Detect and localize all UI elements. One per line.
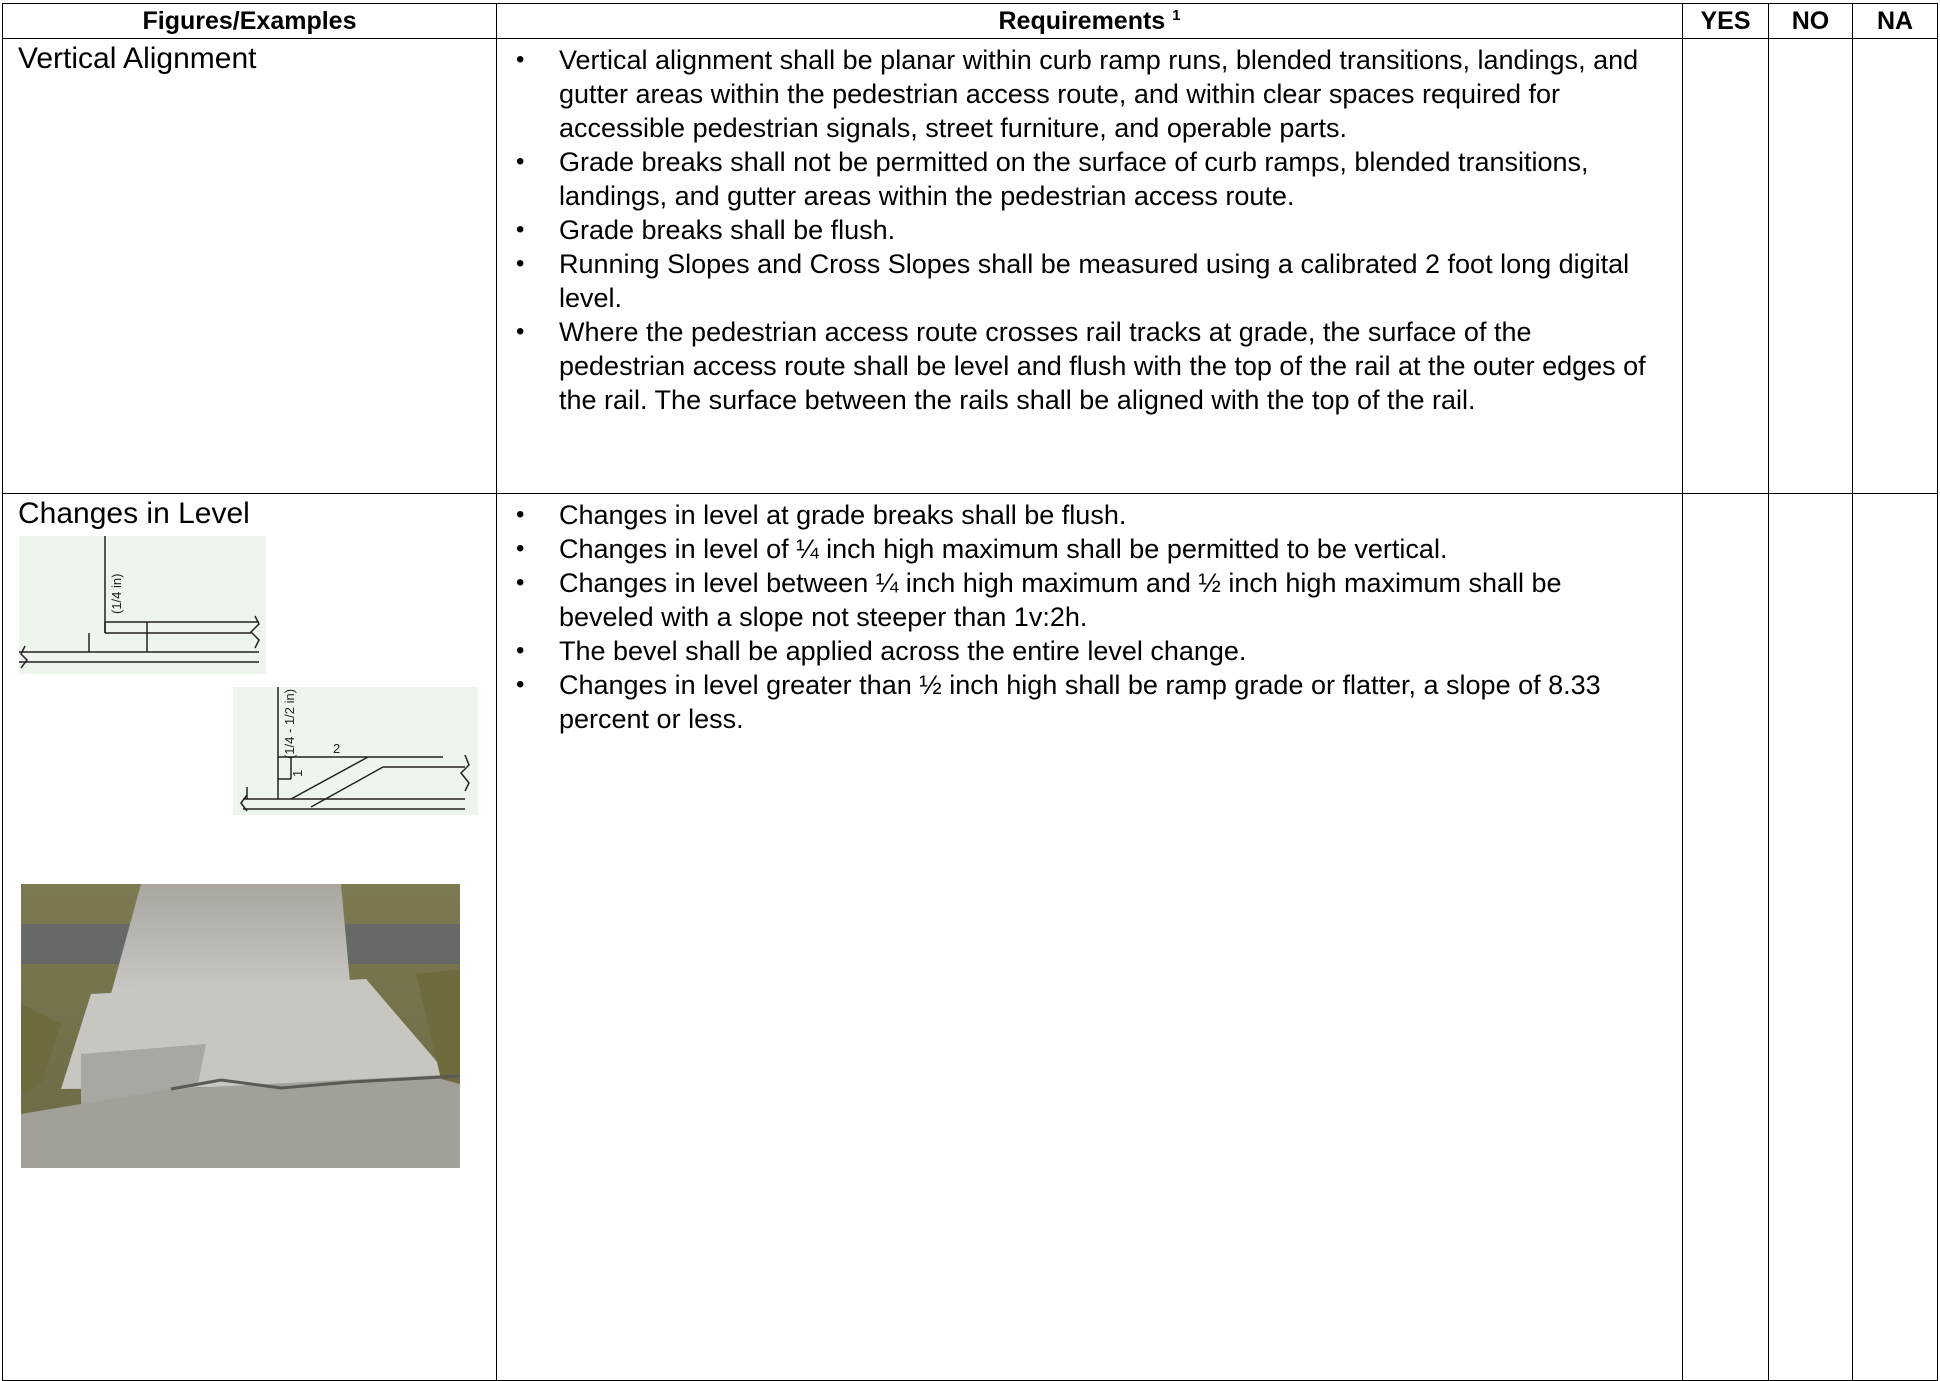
table-row-changes-in-level: [3, 494, 1938, 1381]
requirements-cell-changes-in-level: [497, 494, 1683, 1381]
requirements-cell-vertical-alignment: [497, 39, 1683, 494]
header-yes: [1683, 4, 1769, 39]
drawing2-rise-label: 1: [290, 769, 305, 777]
requirement-item: • Changes in level between ¼ inch high maximum and ½ inch high maximum shall be beveled with a slope not steeper than 1v:2h.: [497, 566, 1682, 634]
requirement-item: • Vertical alignment shall be planar within curb ramp runs, blended transitions, landings, and gutter areas within the pedestrian access route, and within clear spaces required for accessible pedestrian signals, street furniture, and operable parts.: [497, 43, 1682, 145]
na-checkbox-cell[interactable]: [1853, 39, 1938, 494]
requirements-list-vertical-alignment: [497, 39, 1682, 417]
requirement-item: • Running Slopes and Cross Slopes shall be measured using a calibrated 2 foot long digital level.: [497, 247, 1682, 315]
na-checkbox-cell[interactable]: [1853, 494, 1938, 1381]
drawing2-dimension-label: (1/4 - 1/2 in): [282, 688, 297, 759]
beveled-level-change-drawing: [233, 687, 478, 815]
requirement-item: • Changes in level greater than ½ inch high shall be ramp grade or flatter, a slope of 8.33 percent or less.: [497, 668, 1682, 736]
requirement-item: • The bevel shall be applied across the entire level change.: [497, 634, 1682, 668]
header-no-label: NO: [1791, 6, 1830, 35]
requirements-list-changes-in-level: [497, 494, 1682, 736]
requirement-item: • Where the pedestrian access route crosses rail tracks at grade, the surface of the pedestrian access route shall be level and flush with the top of the rail at the outer edges of the rail. The surface between the rails shall be aligned with the top of the rail.: [497, 315, 1682, 417]
no-checkbox-cell[interactable]: [1769, 39, 1853, 494]
header-yes-label: YES: [1700, 6, 1751, 35]
requirement-item: • Changes in level at grade breaks shall be flush.: [497, 498, 1682, 532]
vertical-level-change-drawing: [19, 536, 266, 674]
drawing2-run-label: 2: [333, 741, 341, 756]
header-na-label: NA: [1876, 6, 1914, 35]
requirement-item: • Grade breaks shall not be permitted on the surface of curb ramps, blended transitions, landings, and gutter areas within the pedestrian access route.: [497, 145, 1682, 213]
header-requirements: [497, 4, 1683, 39]
header-figures: [3, 4, 497, 39]
header-na: [1853, 4, 1938, 39]
header-no: [1769, 4, 1853, 39]
yes-checkbox-cell[interactable]: [1683, 39, 1769, 494]
table-row-vertical-alignment: [3, 39, 1938, 494]
requirement-item: • Grade breaks shall be flush.: [497, 213, 1682, 247]
figure-cell-vertical-alignment: [3, 39, 497, 494]
uneven-sidewalk-photo: [21, 884, 460, 1168]
figure-title-vertical-alignment: Vertical Alignment: [18, 42, 257, 75]
header-requirements-label: Requirements: [998, 7, 1166, 35]
figure-title-changes-in-level: Changes in Level: [18, 497, 250, 530]
table-header-row: [3, 4, 1938, 39]
header-figures-label: Figures/Examples: [142, 6, 357, 35]
drawing1-dimension-label: (1/4 in): [109, 573, 124, 614]
yes-checkbox-cell[interactable]: [1683, 494, 1769, 1381]
figure-cell-changes-in-level: [3, 494, 497, 1381]
requirement-item: • Changes in level of ¼ inch high maximum shall be permitted to be vertical.: [497, 532, 1682, 566]
no-checkbox-cell[interactable]: [1769, 494, 1853, 1381]
header-requirements-footnote: 1: [1172, 7, 1181, 24]
requirements-checklist-table: [2, 3, 1938, 1381]
